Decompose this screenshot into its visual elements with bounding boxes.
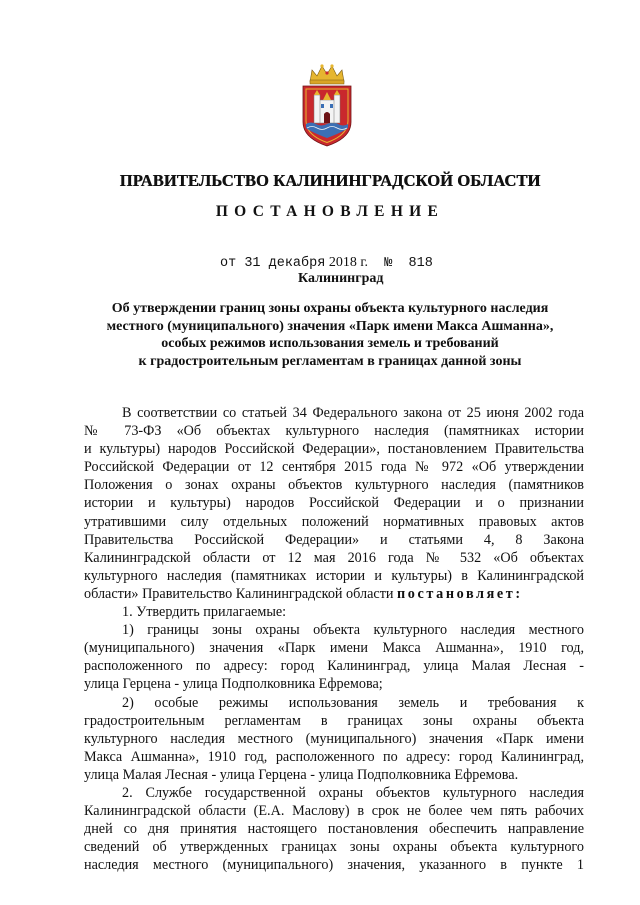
body-line: культурного наследия (памятниках истории и культуры) в Калининградской: [84, 567, 584, 584]
document-number: 818: [408, 256, 433, 271]
crown-icon: [310, 64, 344, 84]
document-body: [84, 404, 584, 874]
subject-line: местного (муниципального) значения «Парк имени Макса Ашманна»,: [106, 318, 554, 334]
number-sign: №: [368, 256, 409, 271]
government-title: ПРАВИТЕЛЬСТВО КАЛИНИНГРАДСКОЙ ОБЛАСТИ: [119, 171, 541, 190]
body-line: Калининградской области (Е.А. Маслову) в срок не более чем пять рабочих: [84, 803, 584, 820]
body-line: расположенного по адресу: город Калининград, улица Малая Лесная -: [84, 658, 584, 675]
body-text: области» Правительство Калининградской области: [84, 585, 398, 602]
body-line: наследия местного (муниципального) значения, указанного в пункте 1: [84, 857, 584, 874]
body-line: № 73-ФЗ «Об объектах культурного наследия (памятниках истории: [84, 423, 584, 440]
body-line: 1) границы зоны охраны объекта культурного наследия местного: [122, 622, 584, 639]
body-line: Правительства Российской Федерации» и статьями 4, 8 Закона: [84, 531, 584, 548]
castle-icon: [314, 90, 340, 123]
city-name: Калининград: [298, 271, 384, 286]
body-line: культурного наследия местного (муниципального) значения «Парк имени: [84, 730, 584, 747]
resolution-word: постановляет:: [397, 585, 523, 602]
item-1-heading: 1. Утвердить прилагаемые:: [122, 604, 287, 621]
body-line: Российской Федерации от 12 сентября 2015 года № 972 «Об утверждении: [84, 459, 584, 476]
document-subject: [80, 300, 580, 370]
body-line: В соответствии со статьей 34 Федерального закона от 25 июня 2002 года: [122, 405, 584, 421]
subject-line: Об утверждении границ зоны охраны объекта культурного наследия: [111, 301, 549, 316]
subject-line: к градостроительным регламентам в границах данной зоны: [138, 353, 522, 369]
date-year: 2018 г.: [325, 255, 368, 270]
body-line: градостроительным регламентам в границах зоны охраны объекта: [84, 712, 584, 729]
body-line: дней со дня принятия настоящего постановления обеспечить направление: [84, 821, 584, 838]
coat-of-arms-emblem: [297, 62, 357, 147]
body-line: утратившими силу отдельных положений нормативных правовых актов: [84, 513, 584, 530]
body-line: Калининградской области от 12 мая 2016 года № 532 «Об объектах: [84, 549, 584, 566]
body-line: улица Малая Лесная - улица Герцена - улица Подполковника Ефремова.: [84, 766, 519, 783]
body-line: 2. Службе государственной охраны объектов культурного наследия: [122, 784, 584, 801]
body-line: и культуры) народов Российской Федерации», постановлением Правительства: [84, 441, 584, 458]
body-line: (муниципального) значения «Парк имени Макса Ашманна», 1910 год,: [84, 640, 584, 657]
body-line: [84, 585, 584, 603]
date-day: 31 декабря: [244, 256, 326, 271]
body-line: улица Герцена - улица Подполковника Ефремова;: [84, 676, 383, 693]
body-line: истории и культуры) народов Российской Федерации и о признании: [84, 495, 584, 512]
body-line: Макса Ашманна», 1910 год, расположенного по адресу: город Калининград,: [84, 748, 584, 765]
date-prefix: от: [220, 256, 245, 271]
document-kind: ПОСТАНОВЛЕНИЕ: [215, 203, 445, 220]
date-number-line: [220, 255, 433, 271]
body-line: 2) особые режимы использования земель и требования к: [122, 694, 584, 711]
body-line: Положения о зонах охраны объектов культурного наследия (памятников: [84, 477, 584, 494]
body-line: сведений об утвержденных границах зоны охраны объекта культурного: [84, 839, 584, 856]
subject-line: особых режимов использования земель и требований: [161, 336, 499, 351]
